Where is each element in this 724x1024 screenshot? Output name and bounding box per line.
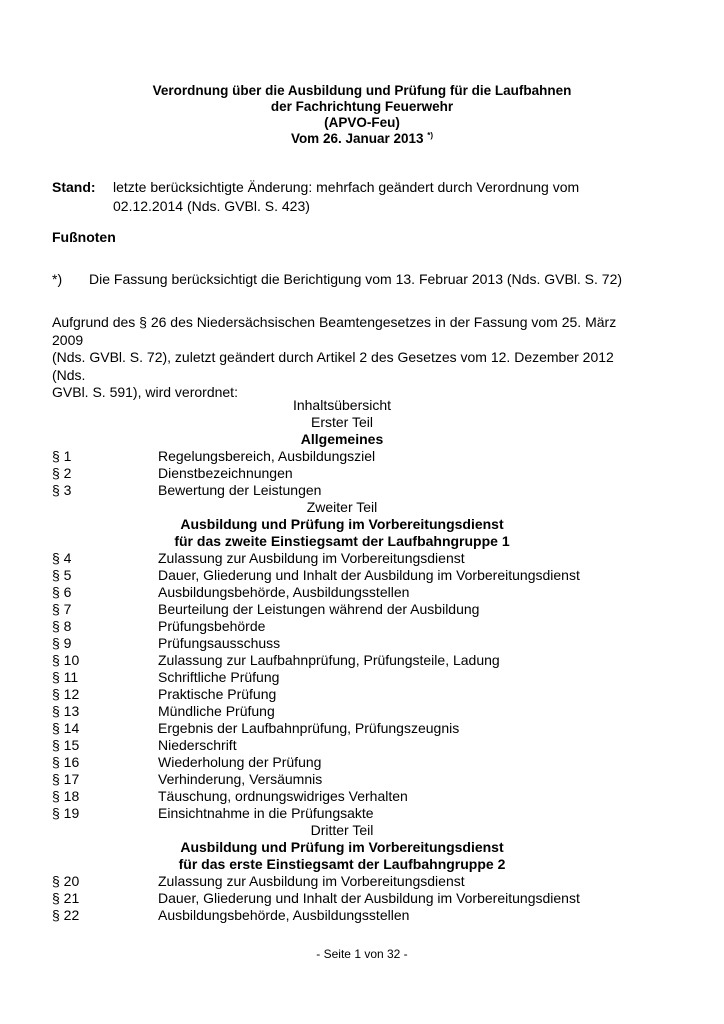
toc-entry-number: § 17	[52, 771, 80, 787]
toc-entry-number: § 9	[52, 635, 72, 651]
toc-entry-number: § 4	[52, 550, 72, 566]
toc-entry-number: § 19	[52, 805, 80, 821]
part-2-title-line-1: Ausbildung und Prüfung im Vorbereitungsdienst	[180, 516, 504, 532]
preamble-line-2: (Nds. GVBl. S. 72), zuletzt geändert durch Artikel 2 des Gesetzes vom 12. Dezember 2012 (Nds.	[52, 349, 614, 383]
part-3-title-line-2: für das erste Einstiegsamt der Laufbahngruppe 2	[178, 856, 506, 872]
toc-entry-number: § 8	[52, 618, 72, 634]
toc-entry-number: § 7	[52, 601, 72, 617]
toc-entry-title: Täuschung, ordnungswidriges Verhalten	[158, 788, 408, 804]
toc-entry-number: § 11	[52, 669, 79, 685]
document-title	[0, 83, 724, 147]
toc-entry[interactable]	[52, 890, 672, 907]
toc-entry-number: § 1	[52, 448, 72, 464]
toc-entry-title: Praktische Prüfung	[158, 686, 277, 702]
toc-entry[interactable]	[52, 601, 672, 618]
toc-entry-title: Schriftliche Prüfung	[158, 669, 280, 685]
part-2-title-line-2: für das zweite Einstiegsamt der Laufbahngruppe 1	[174, 533, 510, 549]
stand-line-2: 02.12.2014 (Nds. GVBl. S. 423)	[113, 198, 310, 214]
toc-entry-title: Einsichtnahme in die Prüfungsakte	[158, 805, 374, 821]
toc-entry-title: Dienstbezeichnungen	[158, 465, 293, 481]
toc-entry-title: Prüfungsbehörde	[158, 618, 266, 634]
part-1-entries	[52, 448, 672, 499]
part-3-entries	[52, 873, 672, 924]
toc-entry-title: Bewertung der Leistungen	[158, 482, 322, 498]
toc-entry-title: Ergebnis der Laufbahnprüfung, Prüfungszeugnis	[158, 720, 460, 736]
toc-entry[interactable]	[52, 703, 672, 720]
part-3-label: Dritter Teil	[310, 822, 374, 838]
toc-entry[interactable]	[52, 465, 672, 482]
title-line-2: der Fachrichtung Feuerwehr	[270, 99, 454, 114]
toc-entry-title: Zulassung zur Laufbahnprüfung, Prüfungsteile, Ladung	[158, 652, 500, 668]
toc-heading: Inhaltsübersicht	[292, 397, 392, 413]
toc-entry-title: Niederschrift	[158, 737, 237, 753]
toc-entry[interactable]	[52, 567, 672, 584]
toc-entry-number: § 20	[52, 873, 80, 889]
stand-label: Stand:	[52, 179, 96, 195]
toc-entry[interactable]	[52, 584, 672, 601]
toc-entry[interactable]	[52, 771, 672, 788]
toc-entry-number: § 22	[52, 907, 80, 923]
toc-entry-title: Zulassung zur Ausbildung im Vorbereitungsdienst	[158, 873, 465, 889]
title-footnote-ref: *)	[427, 131, 434, 140]
toc-entry-title: Ausbildungsbehörde, Ausbildungsstellen	[158, 907, 410, 923]
toc-entry[interactable]	[52, 550, 672, 567]
toc-entry-number: § 6	[52, 584, 72, 600]
toc-entry[interactable]	[52, 737, 672, 754]
title-line-3: (APVO-Feu)	[324, 115, 400, 130]
toc-entry[interactable]	[52, 652, 672, 669]
toc-entry-title: Wiederholung der Prüfung	[158, 754, 322, 770]
toc-entry-title: Beurteilung der Leistungen während der Ausbildung	[158, 601, 480, 617]
toc-entry-title: Mündliche Prüfung	[158, 703, 275, 719]
toc-entry-number: § 12	[52, 686, 80, 702]
toc-entry[interactable]	[52, 873, 672, 890]
part-1-title: Allgemeines	[300, 431, 384, 447]
toc-entry-number: § 14	[52, 720, 80, 736]
toc-entry-title: Dauer, Gliederung und Inhalt der Ausbildung im Vorbereitungsdienst	[158, 567, 580, 583]
toc-entry-number: § 16	[52, 754, 80, 770]
toc-entry-number: § 21	[52, 890, 80, 906]
toc-entry[interactable]	[52, 618, 672, 635]
toc-entry-title: Ausbildungsbehörde, Ausbildungsstellen	[158, 584, 410, 600]
page-footer: - Seite 1 von 32 -	[316, 947, 408, 961]
toc-entry[interactable]	[52, 907, 672, 924]
toc-entry-number: § 5	[52, 567, 72, 583]
toc-entry-number: § 2	[52, 465, 72, 481]
toc-entry[interactable]	[52, 720, 672, 737]
toc-entry-title: Verhinderung, Versäumnis	[158, 771, 323, 787]
footnotes-heading: Fußnoten	[52, 229, 116, 245]
stand-text	[113, 178, 673, 216]
toc-entry[interactable]	[52, 788, 672, 805]
footnote-mark: *)	[52, 271, 63, 287]
title-date: Vom 26. Januar 2013	[290, 131, 424, 146]
toc-entry-title: Regelungsbereich, Ausbildungsziel	[158, 448, 376, 464]
part-1-label: Erster Teil	[311, 414, 373, 430]
footnote-text: Die Fassung berücksichtigt die Berichtigung vom 13. Februar 2013 (Nds. GVBl. S. 72)	[89, 271, 623, 287]
toc-entry[interactable]	[52, 482, 672, 499]
toc-entry[interactable]	[52, 686, 672, 703]
toc-entry[interactable]	[52, 754, 672, 771]
stand-line-1: letzte berücksichtigte Änderung: mehrfach geändert durch Verordnung vom	[113, 179, 580, 195]
toc-entry-title: Prüfungsausschuss	[158, 635, 281, 651]
toc-entry-number: § 18	[52, 788, 80, 804]
title-line-1: Verordnung über die Ausbildung und Prüfung für die Laufbahnen	[152, 83, 572, 98]
preamble	[52, 314, 642, 402]
toc-entry[interactable]	[52, 669, 672, 686]
toc-entry-number: § 13	[52, 703, 80, 719]
preamble-line-1: Aufgrund des § 26 des Niedersächsischen Beamtengesetzes in der Fassung vom 25. März 2009	[52, 314, 617, 348]
toc-entry[interactable]	[52, 448, 672, 465]
toc-entry-number: § 15	[52, 737, 80, 753]
toc-entry-title: Dauer, Gliederung und Inhalt der Ausbildung im Vorbereitungsdienst	[158, 890, 580, 906]
part-2-entries	[52, 550, 672, 822]
table-of-contents	[52, 397, 672, 924]
toc-entry[interactable]	[52, 635, 672, 652]
toc-entry-number: § 10	[52, 652, 80, 668]
toc-entry-title: Zulassung zur Ausbildung im Vorbereitungsdienst	[158, 550, 465, 566]
toc-entry-number: § 3	[52, 482, 72, 498]
toc-entry[interactable]	[52, 805, 672, 822]
part-2-label: Zweiter Teil	[306, 499, 378, 515]
title-line-4	[0, 131, 724, 147]
preamble-line-3: GVBl. S. 591), wird verordnet:	[52, 384, 238, 400]
part-3-title-line-1: Ausbildung und Prüfung im Vorbereitungsdienst	[180, 839, 504, 855]
